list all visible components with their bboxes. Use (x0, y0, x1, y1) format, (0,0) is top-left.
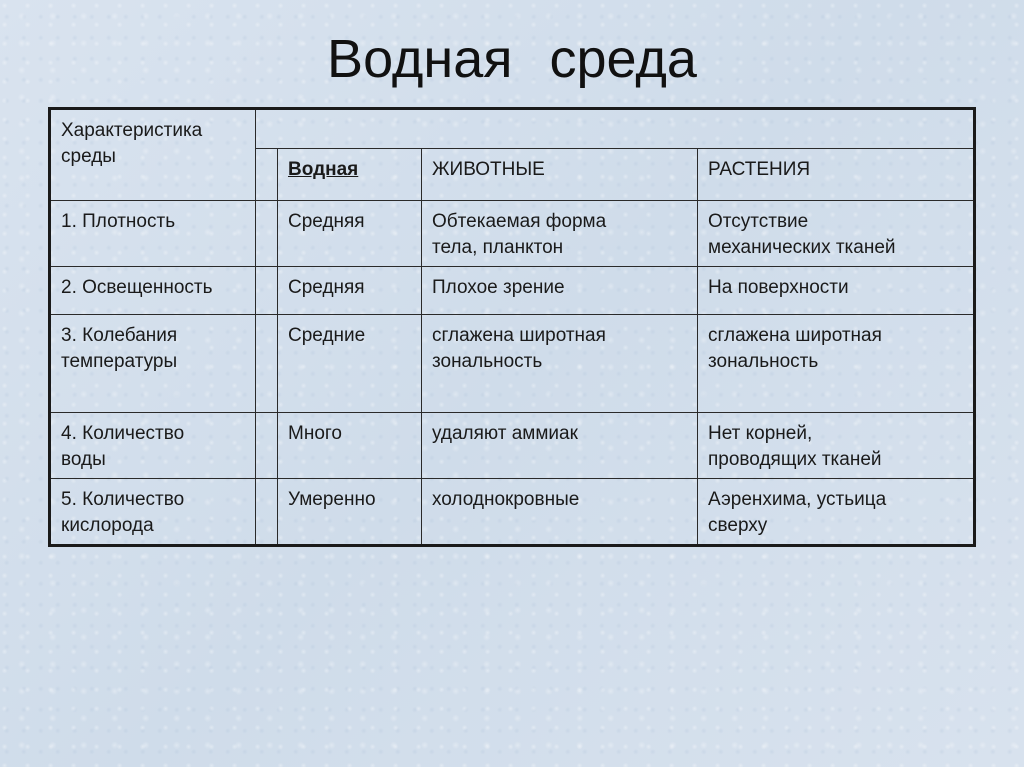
header-blank-cell (256, 109, 975, 149)
table-cell: Умеренно (278, 479, 422, 546)
table-row (50, 201, 975, 267)
row-label: 2. Освещенность (50, 267, 256, 315)
table-cell: Средняя (278, 267, 422, 315)
row-label: 5. Количество кислорода (50, 479, 256, 546)
table-row (50, 315, 975, 413)
narrow-cell (256, 479, 278, 546)
narrow-cell (256, 149, 278, 201)
table-cell: сглажена широтная зональность (422, 315, 698, 413)
table-cell: Отсутствие механических тканей (698, 201, 975, 267)
table-row (50, 479, 975, 546)
column-header-water: Водная (288, 159, 359, 180)
column-header-cell (278, 149, 422, 201)
slide-title: Водная среда (327, 29, 697, 89)
narrow-cell (256, 267, 278, 315)
table-cell: холоднокровные (422, 479, 698, 546)
row-label: 1. Плотность (50, 201, 256, 267)
column-header-plants: РАСТЕНИЯ (698, 149, 975, 201)
table-cell: Плохое зрение (422, 267, 698, 315)
environment-table (48, 107, 976, 547)
table-cell: Много (278, 413, 422, 479)
row-label: 4. Количество воды (50, 413, 256, 479)
table-cell: Аэренхима, устьица сверху (698, 479, 975, 546)
table-cell: сглажена широтная зональность (698, 315, 975, 413)
table-row (50, 109, 975, 149)
table-row (50, 413, 975, 479)
narrow-cell (256, 201, 278, 267)
header-label-cell: Характеристика среды (50, 109, 256, 201)
row-label: 3. Колебания температуры (50, 315, 256, 413)
table-cell: Средняя (278, 201, 422, 267)
table-cell: Обтекаемая форма тела, планктон (422, 201, 698, 267)
table-cell: Нет корней, проводящих тканей (698, 413, 975, 479)
table-cell: На поверхности (698, 267, 975, 315)
column-header-animals: ЖИВОТНЫЕ (422, 149, 698, 201)
table-cell: удаляют аммиак (422, 413, 698, 479)
table-row (50, 267, 975, 315)
narrow-cell (256, 413, 278, 479)
table-cell: Средние (278, 315, 422, 413)
narrow-cell (256, 315, 278, 413)
